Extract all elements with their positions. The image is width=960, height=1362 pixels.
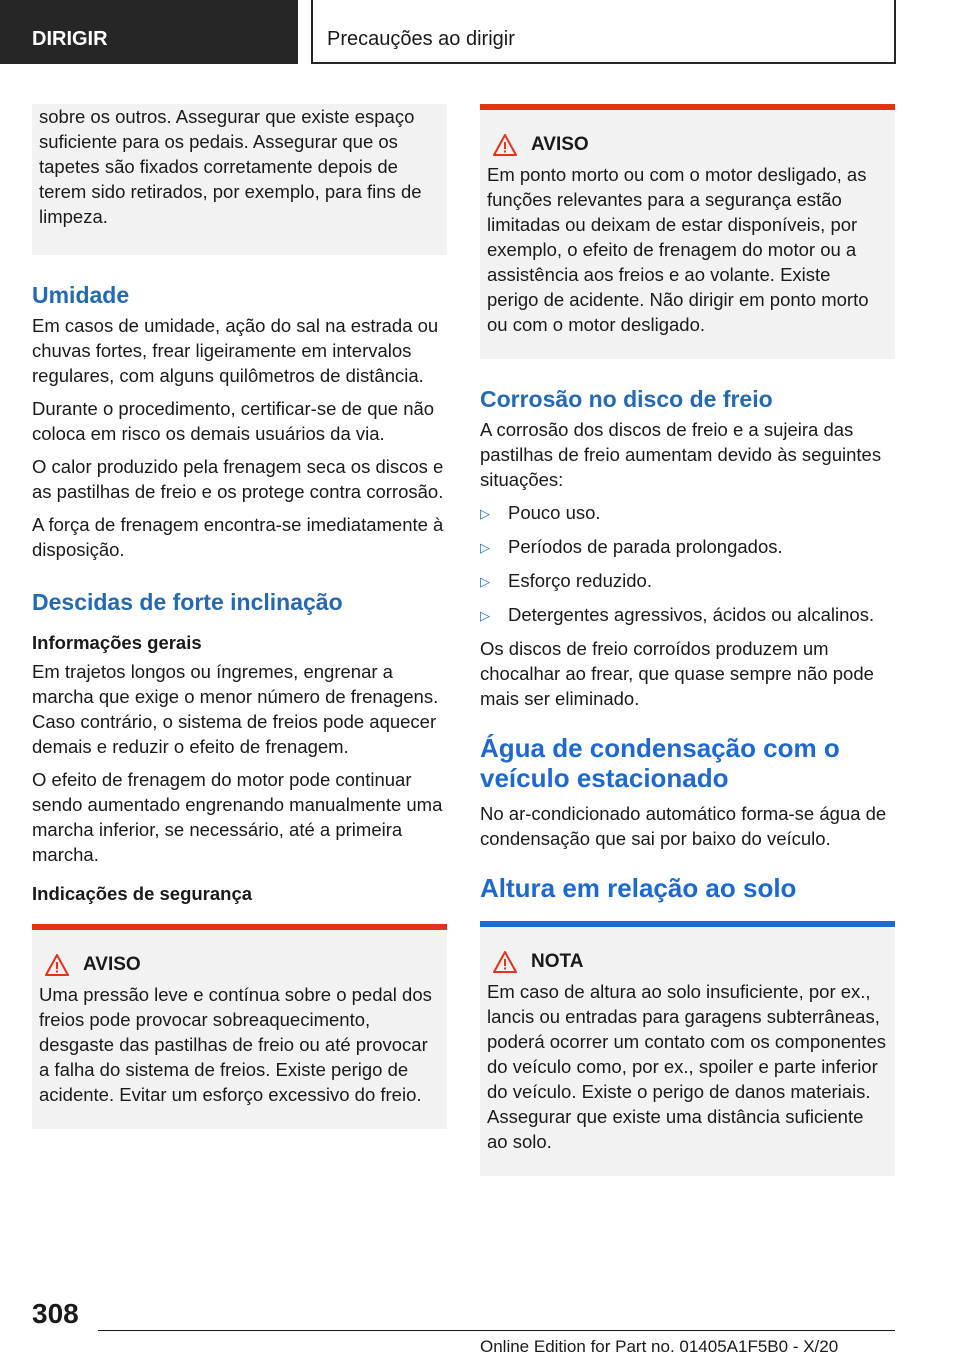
corrosao-p2: Os discos de freio corroídos produzem um chocalhar ao frear, que quase sempre não pode mais ser eliminado. — [480, 638, 874, 709]
heading-corrosao: Corrosão no disco de freio — [480, 386, 773, 412]
warning-text: Em ponto morto ou com o motor desligado, as funções relevantes para a segurança estão limitadas ou deixam de estar disponíveis, por exemplo, o efeito de frenagem do motor ou a assistência aos freios e ao volante. Existe perigo de acidente. Não dirigir em ponto morto ou com o motor desligado. — [487, 164, 869, 335]
corrosao-p1: A corrosão dos discos de freio e a sujeira das pastilhas de freio aumentam devido às seguintes situações: — [480, 419, 882, 490]
list-item-text: Pouco uso. — [508, 502, 601, 523]
warning-box-right — [480, 104, 895, 359]
right-column — [480, 104, 895, 1176]
page-number: 308 — [32, 1298, 79, 1329]
list-item — [480, 500, 895, 526]
heading-altura: Altura em relação ao solo — [480, 873, 797, 903]
warning-label: AVISO — [531, 134, 589, 155]
warning-title — [487, 132, 887, 158]
note-text: Em caso de altura ao solo insuficiente, por ex., lancis ou entradas para garagens subterrâneas, poderá ocorrer um contato com os componentes do veículo como, por ex., spoiler e parte inferior do veículo. Existe o perigo de danos materiais. Assegurar que existe uma distância suficiente ao solo. — [487, 981, 886, 1152]
list-item — [480, 602, 895, 628]
triangle-bullet-icon: ▷ — [480, 506, 490, 521]
intro-box — [32, 104, 447, 255]
warning-triangle-icon — [493, 134, 517, 156]
umidade-p1: Em casos de umidade, ação do sal na estrada ou chuvas fortes, frear ligeiramente em intervalos regulares, com alguns quilômetros de distância. — [32, 315, 439, 386]
list-item — [480, 568, 895, 594]
left-column — [32, 104, 447, 1129]
note-box — [480, 921, 895, 1176]
agua-p1: No ar-condicionado automático forma-se água de condensação que sai por baixo do veículo. — [480, 803, 887, 849]
list-item-text: Detergentes agressivos, ácidos ou alcalinos. — [508, 604, 875, 625]
triangle-bullet-icon: ▷ — [480, 540, 490, 555]
note-title — [487, 949, 887, 975]
note-label: NOTA — [531, 951, 584, 972]
chapter-title: Precauções ao dirigir — [311, 0, 896, 64]
warning-triangle-icon — [493, 951, 517, 973]
footer-divider — [98, 1330, 895, 1331]
heading-umidade: Umidade — [32, 282, 130, 308]
umidade-p3: O calor produzido pela frenagem seca os discos e as pastilhas de freio e os protege contra corrosão. — [32, 456, 444, 502]
descidas-p1: Em trajetos longos ou íngremes, engrenar a marcha que exige o menor número de frenagens. Caso contrário, o sistema de freios pode aquecer demais e reduzir o efeito de frenagem. — [32, 661, 439, 757]
corrosao-list — [480, 500, 895, 628]
intro-text: sobre os outros. Assegurar que existe espaço suficiente para os pedais. Assegurar que os tapetes são fixados corretamente depois de terem sido retirados, por exemplo, para fins de limpeza. — [39, 106, 422, 227]
heading-agua: Água de condensação com o veículo estacionado — [480, 733, 840, 793]
section-tab: DIRIGIR — [0, 0, 298, 64]
umidade-p2: Durante o procedimento, certificar-se de que não coloca em risco os demais usuários da via. — [32, 398, 435, 444]
subheading-informacoes: Informações gerais — [32, 632, 202, 653]
footer-edition: Online Edition for Part no. 01405A1F5B0 - X/20 — [480, 1337, 839, 1356]
warning-label: AVISO — [83, 954, 141, 975]
umidade-p4: A força de frenagem encontra-se imediatamente à disposição. — [32, 514, 444, 560]
list-item-text: Esforço reduzido. — [508, 570, 652, 591]
list-item — [480, 534, 895, 560]
heading-descidas: Descidas de forte inclinação — [32, 589, 343, 615]
list-item-text: Períodos de parada prolongados. — [508, 536, 783, 557]
triangle-bullet-icon: ▷ — [480, 574, 490, 589]
warning-title — [39, 952, 439, 978]
warning-box-left — [32, 924, 447, 1129]
subheading-seguranca: Indicações de segurança — [32, 883, 253, 904]
warning-triangle-icon — [45, 954, 69, 976]
warning-text: Uma pressão leve e contínua sobre o pedal dos freios pode provocar sobreaquecimento, desgaste das pastilhas de freio ou até provocar a falha do sistema de freios. Existe perigo de acidente. Evitar um esforço excessivo do freio. — [39, 984, 432, 1105]
triangle-bullet-icon: ▷ — [480, 608, 490, 623]
descidas-p2: O efeito de frenagem do motor pode continuar sendo aumentado engrenando manualmente uma marcha inferior, se necessário, até a primeira marcha. — [32, 769, 443, 865]
